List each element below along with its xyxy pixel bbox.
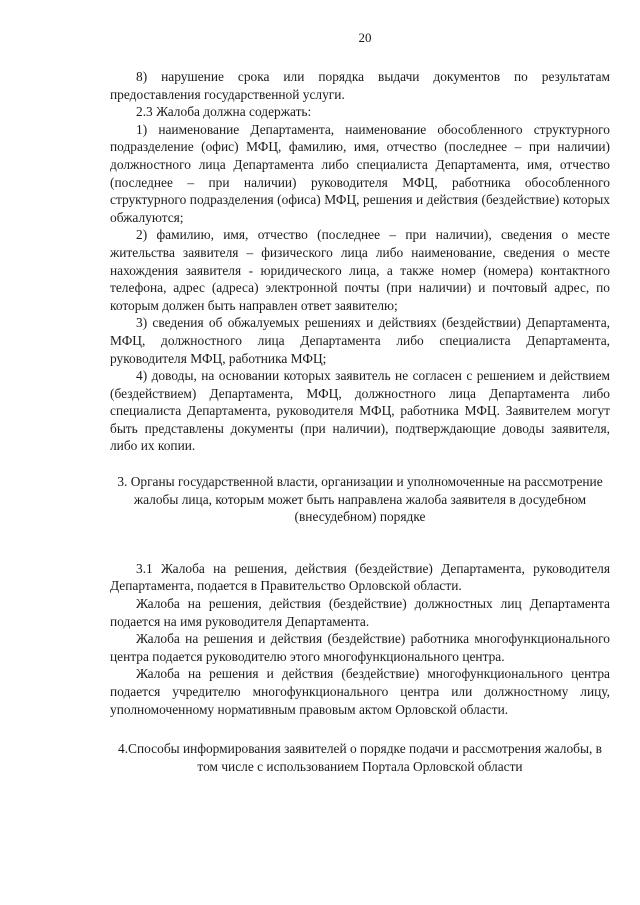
- document-body: [110, 68, 610, 775]
- complaint-item-1: 1) наименование Департамента, наименование обособленного структурного подразделение (офис) МФЦ, фамилию, имя, отчество (последнее – при наличии) должностного лица Департамента либо специалиста Департамента, имя, отчество (последнее – при наличии) руководителя МФЦ, работника обособленного структурного подразделения (офиса) МФЦ, решения и действия (бездействие) которых обжалуются;: [110, 121, 610, 225]
- section-3-heading: 3. Органы государственной власти, организации и уполномоченные на рассмотрение жалобы лица, которым может быть направлена жалоба заявителя в досудебном (внесудебном) порядке: [117, 474, 603, 525]
- complaint-item-3: 3) сведения об обжалуемых решениях и действиях (бездействии) Департамента, МФЦ, должностного лица Департамента либо специалиста Департамента, руководителя МФЦ, работника МФЦ;: [110, 315, 610, 366]
- violation-item-8: 8) нарушение срока или порядка выдачи документов по результатам предоставления государственной услуги.: [110, 69, 610, 102]
- complaint-item-2: 2) фамилию, имя, отчество (последнее – при наличии), сведения о месте жительства заявителя – физического лица либо наименование, сведения о месте нахождения заявителя - юридического лица, а также номер (номера) контактного телефона, адрес (адреса) электронной почты (при наличии) и почтовый адрес, по которым должен быть направлен ответ заявителю;: [110, 227, 610, 313]
- section-3-paragraph-3: Жалоба на решения и действия (бездействие) работника многофункционального центра подается руководителю этого многофункционального центра.: [110, 631, 610, 664]
- section-3-paragraph-1: 3.1 Жалоба на решения, действия (бездействие) Департамента, руководителя Департамента, подается в Правительство Орловской области.: [110, 560, 610, 594]
- complaint-contents-intro: 2.3 Жалоба должна содержать:: [136, 104, 312, 120]
- section-3-paragraph-4: Жалоба на решения и действия (бездействие) многофункционального центра подается учредителю многофункционального центра или должностному лицу, уполномоченному нормативным правовым актом Орловской области.: [110, 666, 610, 717]
- section-3-paragraph-2: Жалоба на решения, действия (бездействие) должностных лиц Департамента подается на имя руководителя Департамента.: [110, 596, 610, 629]
- complaint-item-4: 4) доводы, на основании которых заявитель не согласен с решением и действием (бездействием) Департамента, МФЦ, должностного лица Департамента либо специалиста Департамента, руководителя МФЦ, работника МФЦ. Заявителем могут быть представлены документы (при наличии), подтверждающие доводы заявителя, либо их копии.: [110, 368, 610, 454]
- section-4-heading: 4.Способы информирования заявителей о порядке подачи и рассмотрения жалобы, в том числе с использованием Портала Орловской области: [118, 741, 602, 774]
- page-number: 20: [358, 30, 372, 45]
